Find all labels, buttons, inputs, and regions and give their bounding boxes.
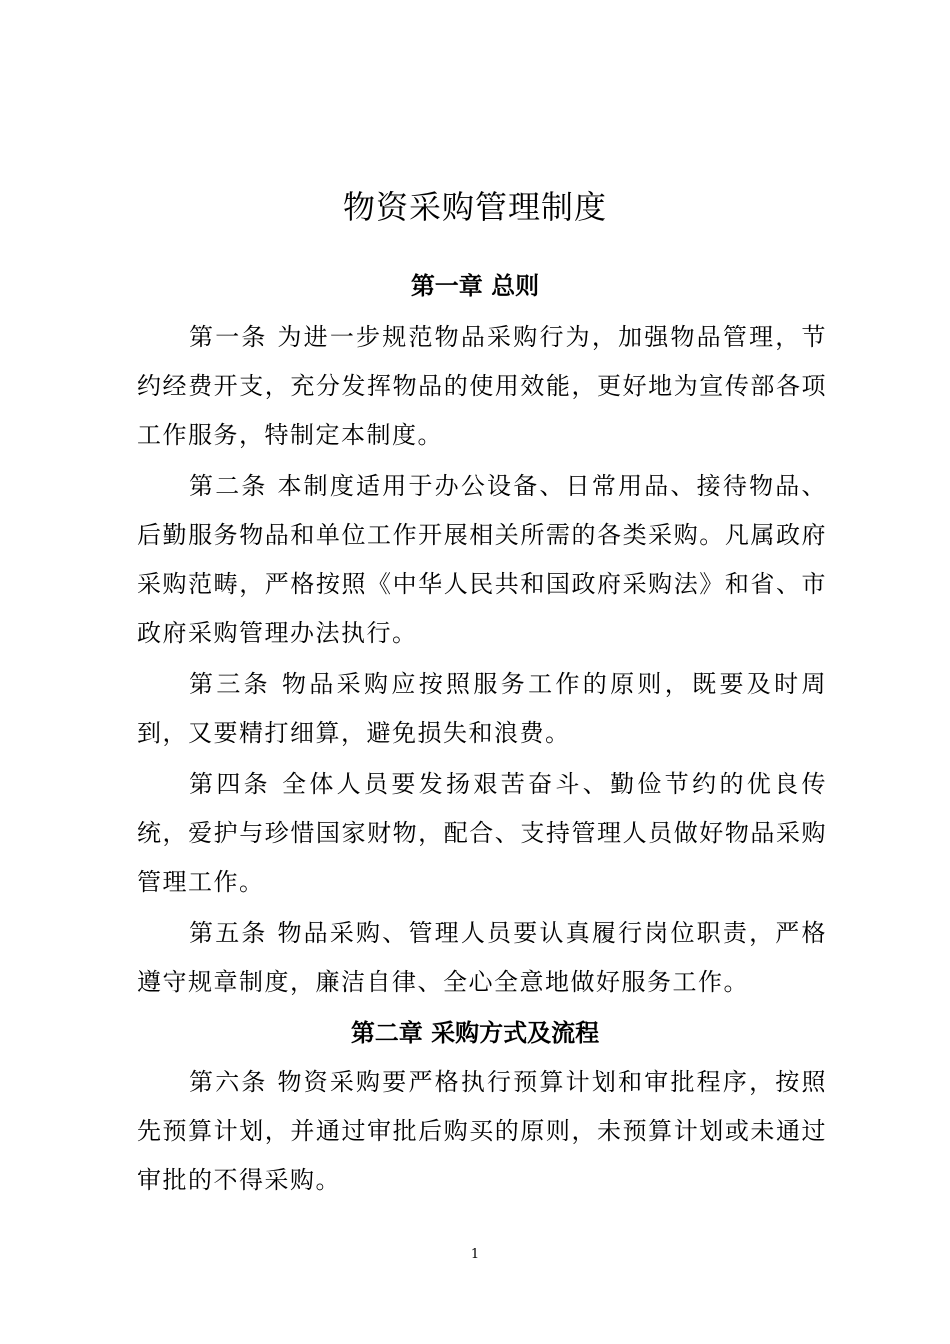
page-number: 1 (470, 1247, 480, 1262)
chapter-heading-2: 第二章 采购方式及流程 (350, 1018, 600, 1047)
document-title: 物资采购管理制度 (342, 188, 607, 227)
chapter-heading-1: 第一章 总则 (410, 271, 540, 300)
article-6: 第六条 物资采购要严格执行预算计划和审批程序，按照先预算计划，并通过审批后购买的原则，未预算计划或未通过审批的不得采购。 (137, 1068, 827, 1194)
article-5: 第五条 物品采购、管理人员要认真履行岗位职责，严格遵守规章制度，廉洁自律、全心全意地做好服务工作。 (137, 919, 827, 996)
article-1: 第一条 为进一步规范物品采购行为，加强物品管理，节约经费开支，充分发挥物品的使用效能，更好地为宣传部各项工作服务，特制定本制度。 (137, 323, 827, 449)
article-2: 第二条 本制度适用于办公设备、日常用品、接待物品、后勤服务物品和单位工作开展相关所需的各类采购。凡属政府采购范畴，严格按照《中华人民共和国政府采购法》和省、市政府采购管理办法执行。 (137, 472, 827, 647)
article-4: 第四条 全体人员要发扬艰苦奋斗、勤俭节约的优良传统，爱护与珍惜国家财物，配合、支持管理人员做好物品采购管理工作。 (137, 770, 827, 896)
article-3: 第三条 物品采购应按照服务工作的原则，既要及时周到，又要精打细算，避免损失和浪费。 (137, 670, 827, 747)
